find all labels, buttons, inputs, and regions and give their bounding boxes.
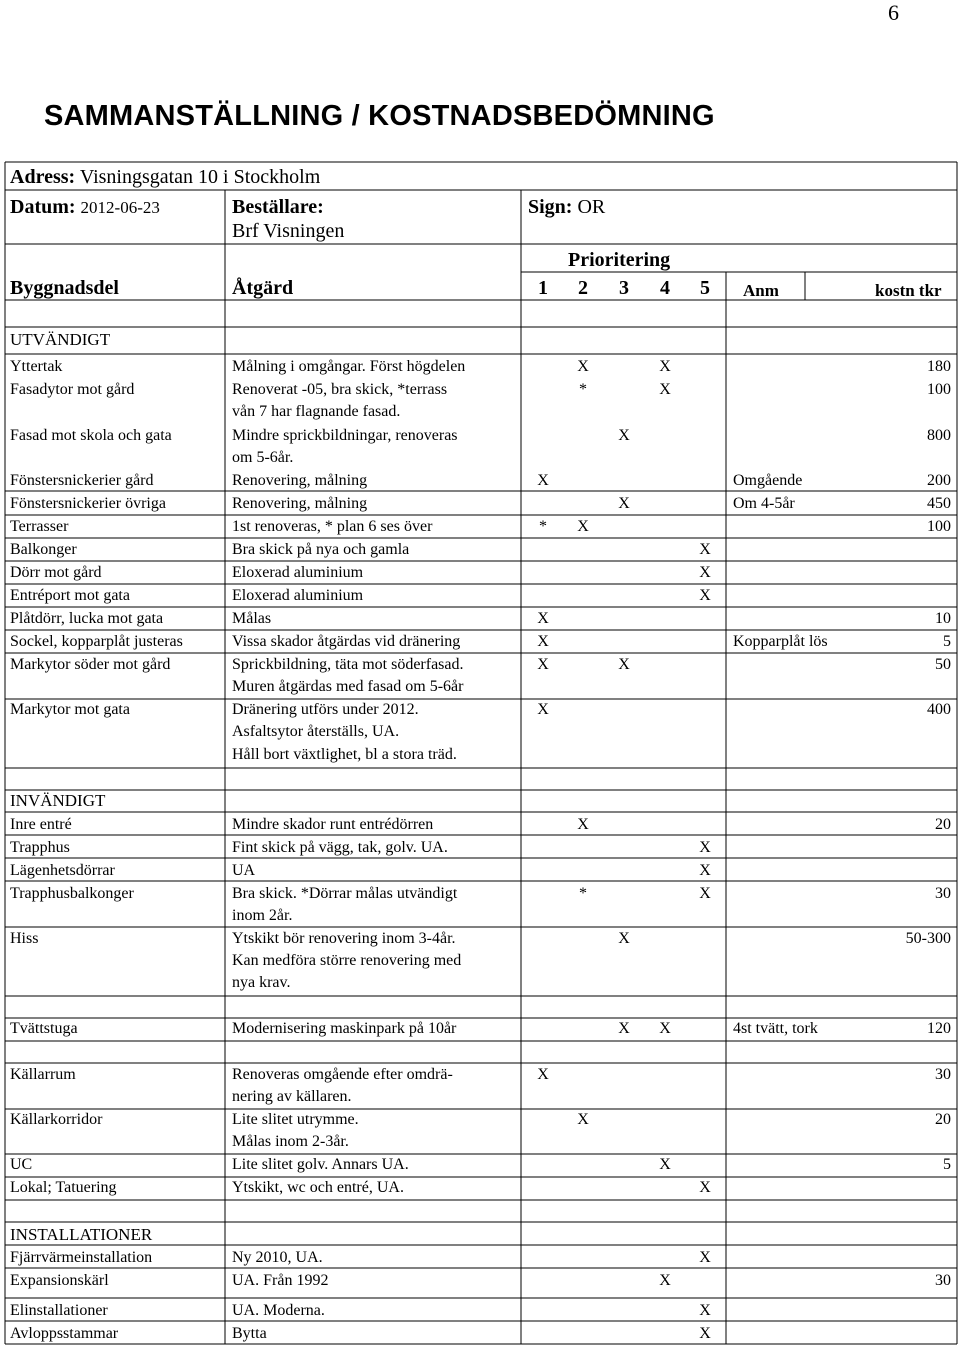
col-priority-3: 3	[619, 277, 629, 299]
priority-5-cell: X	[699, 564, 711, 581]
atgard-cell: UA	[232, 862, 256, 879]
byggnadsdel-cell: Fasad mot skola och gata	[10, 427, 172, 444]
anm-cell: Om 4-5år	[733, 495, 795, 512]
cost-cell: 30	[935, 1066, 951, 1083]
table-row	[0, 745, 960, 765]
cost-cell: 800	[927, 427, 951, 444]
priority-1-cell: X	[537, 701, 549, 718]
byggnadsdel-cell: Källarrum	[10, 1066, 76, 1083]
col-cost: kostn tkr	[875, 281, 942, 300]
date-label: Datum:	[10, 196, 76, 218]
atgard-cell: Målning i omgångar. Först högdelen	[232, 358, 466, 375]
priority-3-cell: X	[618, 427, 630, 444]
atgard-cell: Eloxerad aluminium	[232, 564, 364, 581]
sign-label: Sign:	[528, 196, 573, 218]
atgard-cell: Målas	[232, 610, 272, 627]
priority-1-cell: X	[537, 1066, 549, 1083]
table-row	[0, 494, 960, 514]
cost-cell: 50	[935, 656, 951, 673]
priority-4-cell: X	[659, 1272, 671, 1289]
atgard-cell: Lite slitet golv. Annars UA.	[232, 1156, 409, 1173]
atgard-cell: Håll bort växtlighet, bl a stora träd.	[232, 746, 457, 763]
col-priority-4: 4	[660, 277, 670, 299]
byggnadsdel-cell: Yttertak	[10, 358, 63, 375]
byggnadsdel-cell: Sockel, kopparplåt justeras	[10, 633, 183, 650]
table-row	[0, 815, 960, 835]
col-byggnadsdel: Byggnadsdel	[10, 277, 119, 299]
table-row	[0, 632, 960, 652]
date-line	[10, 196, 160, 219]
byggnadsdel-cell: Fjärrvärmeinstallation	[10, 1249, 153, 1266]
cost-cell: 30	[935, 885, 951, 902]
byggnadsdel-cell: Källarkorridor	[10, 1111, 103, 1128]
table-row	[0, 929, 960, 949]
priority-5-cell: X	[699, 1325, 711, 1342]
col-priority-1: 1	[538, 277, 548, 299]
byggnadsdel-cell: Markytor söder mot gård	[10, 656, 171, 673]
table-row	[0, 1271, 960, 1291]
table-row	[0, 1155, 960, 1175]
priority-2-cell: *	[579, 885, 587, 902]
byggnadsdel-cell: Entréport mot gata	[10, 587, 130, 604]
atgard-cell: Bra skick på nya och gamla	[232, 541, 410, 558]
col-atgard: Åtgärd	[232, 277, 294, 299]
cost-cell: 200	[927, 472, 951, 489]
sign-line	[528, 196, 605, 219]
cost-cell: 20	[935, 1111, 951, 1128]
byggnadsdel-cell: Lägenhetsdörrar	[10, 862, 115, 879]
atgard-cell: om 5-6år.	[232, 449, 294, 466]
byggnadsdel-cell: Trapphusbalkonger	[10, 885, 134, 902]
sign-value: OR	[577, 196, 606, 218]
atgard-cell: UA. Moderna.	[232, 1302, 325, 1319]
atgard-cell: Muren åtgärdas med fasad om 5-6år	[232, 678, 464, 695]
priority-1-cell: X	[537, 633, 549, 650]
table-row	[0, 1178, 960, 1198]
priority-1-cell: X	[537, 610, 549, 627]
address-line	[10, 166, 320, 189]
anm-cell: Kopparplåt lös	[733, 633, 828, 650]
priority-2-cell: X	[577, 518, 589, 535]
col-priority-5: 5	[700, 277, 710, 299]
cost-cell: 30	[935, 1272, 951, 1289]
priority-4-cell: X	[659, 381, 671, 398]
atgard-cell: inom 2år.	[232, 907, 293, 924]
atgard-cell: Fint skick på vägg, tak, golv. UA.	[232, 839, 448, 856]
table-row	[0, 861, 960, 881]
cost-cell: 10	[935, 610, 951, 627]
atgard-cell: Kan medföra större renovering med	[232, 952, 462, 969]
byggnadsdel-cell: Lokal; Tatuering	[10, 1179, 117, 1196]
address-label: Adress:	[10, 166, 76, 188]
atgard-cell: Bytta	[232, 1325, 267, 1342]
priority-5-cell: X	[699, 885, 711, 902]
table-row	[0, 448, 960, 468]
table-row	[0, 517, 960, 537]
atgard-cell: Vissa skador åtgärdas vid dränering	[232, 633, 461, 650]
priority-5-cell: X	[699, 541, 711, 558]
table-row	[0, 906, 960, 926]
table-row	[0, 402, 960, 422]
priority-1-cell: X	[537, 656, 549, 673]
atgard-cell: Renoveras omgående efter omdrä-	[232, 1066, 453, 1083]
section-installationer: INSTALLATIONER	[10, 1225, 153, 1244]
table-row	[0, 700, 960, 720]
table-row	[0, 677, 960, 697]
byggnadsdel-cell: Fönstersnickerier övriga	[10, 495, 166, 512]
table-row	[0, 655, 960, 675]
byggnadsdel-cell: Markytor mot gata	[10, 701, 130, 718]
atgard-cell: nya krav.	[232, 974, 291, 991]
byggnadsdel-cell: Hiss	[10, 930, 39, 947]
priority-5-cell: X	[699, 1179, 711, 1196]
byggnadsdel-cell: Expansionskärl	[10, 1272, 109, 1289]
priority-4-cell: X	[659, 1156, 671, 1173]
atgard-cell: Asfaltsytor återställs, UA.	[232, 723, 400, 740]
priority-1-cell: *	[539, 518, 547, 535]
table-row	[0, 1065, 960, 1085]
atgard-cell: Ytskikt, wc och entré, UA.	[232, 1179, 404, 1196]
table-row	[0, 973, 960, 993]
table-row	[0, 1248, 960, 1268]
priority-4-cell: X	[659, 1020, 671, 1037]
cost-cell: 100	[927, 381, 951, 398]
cost-cell: 5	[943, 1156, 951, 1173]
table-row	[0, 357, 960, 377]
cost-cell: 450	[927, 495, 951, 512]
cost-cell: 5	[943, 633, 951, 650]
atgard-cell: UA. Från 1992	[232, 1272, 329, 1289]
cost-cell: 100	[927, 518, 951, 535]
byggnadsdel-cell: Terrasser	[10, 518, 69, 535]
atgard-cell: Renovering, målning	[232, 472, 368, 489]
priority-label: Prioritering	[568, 249, 671, 271]
anm-cell: 4st tvätt, tork	[733, 1020, 818, 1037]
byggnadsdel-cell: Dörr mot gård	[10, 564, 102, 581]
priority-5-cell: X	[699, 862, 711, 879]
atgard-cell: Renovering, målning	[232, 495, 368, 512]
atgard-cell: 1st renoveras, * plan 6 ses över	[232, 518, 433, 535]
atgard-cell: nering av källaren.	[232, 1088, 352, 1105]
priority-5-cell: X	[699, 1249, 711, 1266]
byggnadsdel-cell: Inre entré	[10, 816, 72, 833]
atgard-cell: Dränering utförs under 2012.	[232, 701, 419, 718]
table-row	[0, 471, 960, 491]
byggnadsdel-cell: Trapphus	[10, 839, 70, 856]
cost-cell: 50-300	[905, 930, 951, 947]
table-row	[0, 540, 960, 560]
table-row	[0, 1019, 960, 1039]
byggnadsdel-cell: Avloppsstammar	[10, 1325, 119, 1342]
table-row	[0, 1132, 960, 1152]
client-value: Brf Visningen	[232, 220, 345, 242]
col-priority-2: 2	[578, 277, 588, 299]
section-utvandigt: UTVÄNDIGT	[10, 330, 111, 349]
table-row	[0, 586, 960, 606]
priority-5-cell: X	[699, 1302, 711, 1319]
byggnadsdel-cell: Plåtdörr, lucka mot gata	[10, 610, 164, 627]
table-row	[0, 609, 960, 629]
priority-5-cell: X	[699, 839, 711, 856]
byggnadsdel-cell: Tvättstuga	[10, 1020, 78, 1037]
col-anm: Anm	[743, 281, 779, 300]
table-row	[0, 1324, 960, 1344]
priority-4-cell: X	[659, 358, 671, 375]
priority-2-cell: X	[577, 1111, 589, 1128]
byggnadsdel-cell: Elinstallationer	[10, 1302, 108, 1319]
atgard-cell: Lite slitet utrymme.	[232, 1111, 359, 1128]
cost-cell: 400	[927, 701, 951, 718]
table-row	[0, 884, 960, 904]
section-invandigt: INVÄNDIGT	[10, 791, 106, 810]
atgard-cell: Renoverat -05, bra skick, *terrass	[232, 381, 448, 398]
table-row	[0, 426, 960, 446]
table-row	[0, 838, 960, 858]
atgard-cell: Modernisering maskinpark på 10år	[232, 1020, 457, 1037]
table-row	[0, 1110, 960, 1130]
atgard-cell: Bra skick. *Dörrar målas utvändigt	[232, 885, 458, 902]
atgard-cell: Ny 2010, UA.	[232, 1249, 323, 1266]
atgard-cell: Sprickbildning, täta mot söderfasad.	[232, 656, 464, 673]
atgard-cell: Målas inom 2-3år.	[232, 1133, 349, 1150]
page-number: 6	[888, 0, 899, 25]
anm-cell: Omgående	[733, 472, 803, 489]
cost-cell: 180	[927, 358, 951, 375]
table-row	[0, 380, 960, 400]
byggnadsdel-cell: UC	[10, 1156, 33, 1173]
atgard-cell: vån 7 har flagnande fasad.	[232, 403, 401, 420]
atgard-cell: Ytskikt bör renovering inom 3-4år.	[232, 930, 456, 947]
atgard-cell: Mindre skador runt entrédörren	[232, 816, 434, 833]
date-value: 2012-06-23	[80, 198, 160, 217]
priority-3-cell: X	[618, 1020, 630, 1037]
byggnadsdel-cell: Fasadytor mot gård	[10, 381, 135, 398]
byggnadsdel-cell: Balkonger	[10, 541, 77, 558]
table-row	[0, 563, 960, 583]
priority-1-cell: X	[537, 472, 549, 489]
priority-5-cell: X	[699, 587, 711, 604]
priority-2-cell: *	[579, 381, 587, 398]
cost-cell: 20	[935, 816, 951, 833]
priority-2-cell: X	[577, 358, 589, 375]
table-row	[0, 722, 960, 742]
page-title: SAMMANSTÄLLNING / KOSTNADSBEDÖMNING	[44, 100, 715, 132]
priority-3-cell: X	[618, 930, 630, 947]
priority-2-cell: X	[577, 816, 589, 833]
atgard-cell: Mindre sprickbildningar, renoveras	[232, 427, 458, 444]
byggnadsdel-cell: Fönstersnickerier gård	[10, 472, 154, 489]
table-row	[0, 951, 960, 971]
cost-cell: 120	[927, 1020, 951, 1037]
table-row	[0, 1301, 960, 1321]
atgard-cell: Eloxerad aluminium	[232, 587, 364, 604]
priority-3-cell: X	[618, 656, 630, 673]
priority-3-cell: X	[618, 495, 630, 512]
table-row	[0, 1087, 960, 1107]
address-value: Visningsgatan 10 i Stockholm	[79, 166, 321, 188]
client-label: Beställare:	[232, 196, 324, 218]
